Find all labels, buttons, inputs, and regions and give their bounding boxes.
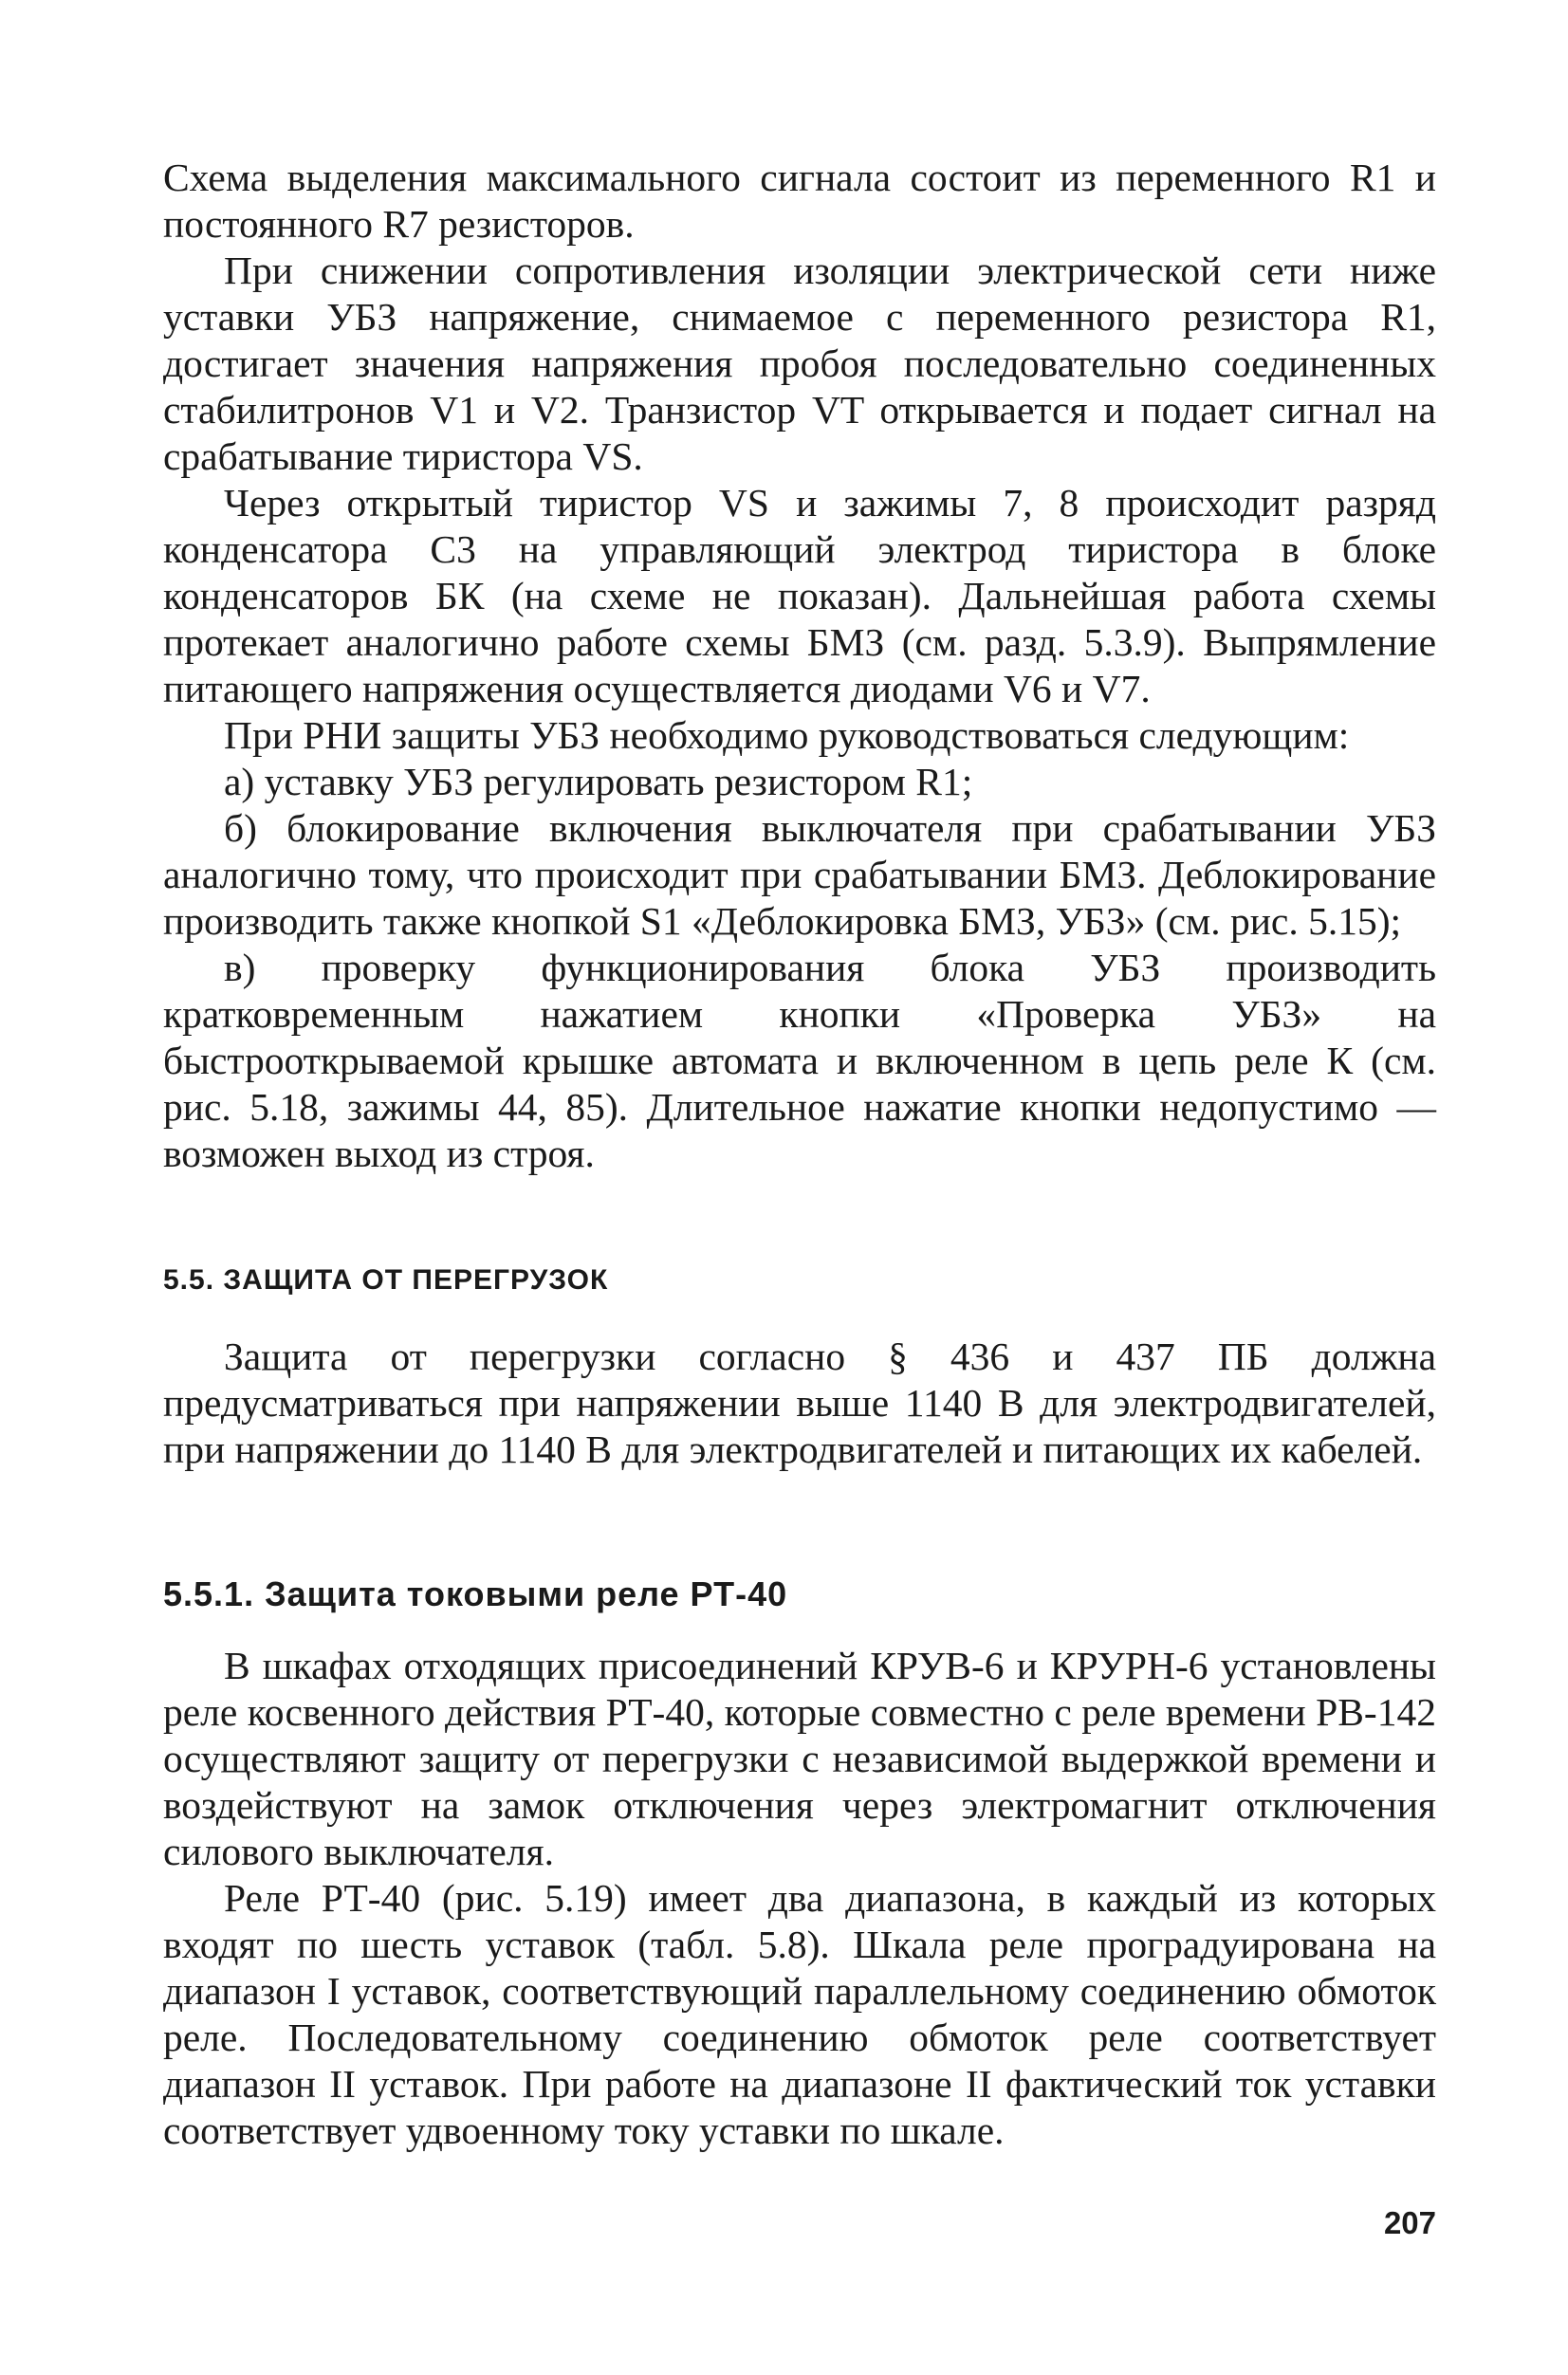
- paragraph-thyristor-discharge: Через открытый тиристор VS и зажимы 7, 8 происходит разряд конденсатора С3 на управляющий электрод тиристора в блоке конденсаторов БК (на схеме не показан). Дальнейшая работа схемы протекает аналогично работе схемы БМЗ (см. разд. 5.3.9). Выпрямление питающего напряжения осуществляется диодами V6 и V7.: [163, 481, 1436, 710]
- text-block-3: [163, 1643, 1436, 2154]
- paragraph-signal-scheme: Схема выделения максимального сигнала состоит из переменного R1 и постоянного R7 резисторов.: [163, 156, 1436, 246]
- paragraph-rt40-cabinets: В шкафах отходящих присоединений КРУВ-6 и КРУРН-6 установлены реле косвенного действия РТ-40, которые совместно с реле времени РВ-142 осуществляют защиту от перегрузки с независимой выдержкой времени и воздействуют на замок отключения через электромагнит отключения силового выключателя.: [163, 1644, 1436, 1873]
- list-item-c: в) проверку функционирования блока УБЗ производить кратковременным нажатием кнопки «Проверка УБЗ» на быстрооткрываемой крышке автомата и включенном в цепь реле К (см. рис. 5.18, зажимы 44, 85). Длительное нажатие кнопки недопустимо — возможен выход из строя.: [163, 946, 1436, 1175]
- paragraph-rt40-ranges: Реле РТ-40 (рис. 5.19) имеет два диапазона, в каждый из которых входят по шесть уставок (табл. 5.8). Шкала реле проградуирована на диапазон I уставок, соответствующий параллельному соединению обмоток реле. Последовательному соединению обмоток реле соответствует диапазон II уставок. При работе на диапазоне II фактический ток уставки соответствует удвоенному току уставки по шкале.: [163, 1876, 1436, 2152]
- paragraph-overload-protection: Защита от перегрузки согласно § 436 и 437 ПБ должна предусматриваться при напряжении выше 1140 В для электродвигателей, при напряжении до 1140 В для электродвигателей и питающих их кабелей.: [163, 1335, 1436, 1471]
- paragraph-rni-intro: При РНИ защиты УБЗ необходимо руководствоваться следующим:: [224, 713, 1350, 757]
- text-block-2: [163, 1334, 1436, 1473]
- page-number: 207: [1383, 2205, 1436, 2240]
- paragraph-insulation-drop: При снижении сопротивления изоляции электрической сети ниже уставки УБЗ напряжение, снимаемое с переменного резистора R1, достигает значения напряжения пробоя последовательно соединенных стабилитронов V1 и V2. Транзистор VT открывается и подает сигнал на срабатывание тиристора VS.: [163, 249, 1436, 478]
- subsection-heading: 5.5.1. Защита токовыми реле РТ-40: [163, 1574, 788, 1613]
- section-heading: 5.5. ЗАЩИТА ОТ ПЕРЕГРУЗОК: [163, 1264, 609, 1296]
- text-block-1: [163, 155, 1436, 1177]
- list-item-a: а) уставку УБЗ регулировать резистором R1;: [224, 760, 973, 803]
- list-item-b: б) блокирование включения выключателя при срабатывании УБЗ аналогично тому, что происходит при срабатывании БМЗ. Деблокирование производить также кнопкой S1 «Деблокировка БМЗ, УБЗ» (см. рис. 5.15);: [163, 806, 1436, 943]
